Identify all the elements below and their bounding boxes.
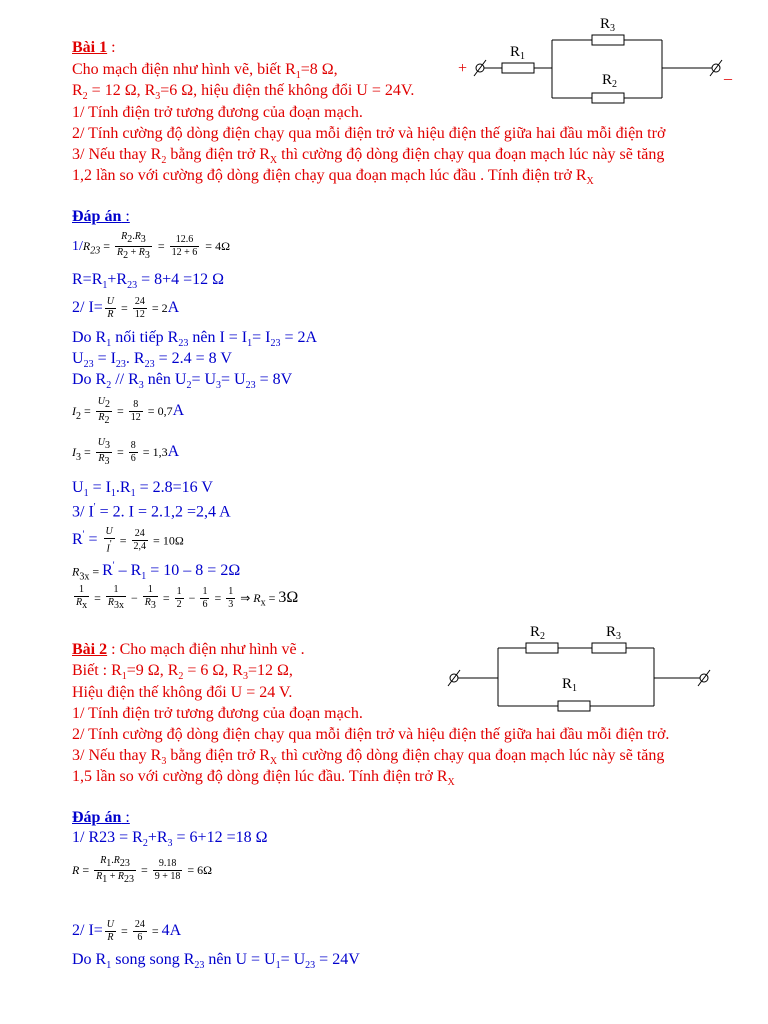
b1-u23: $U_{23} = I_{23}$. $R_{23} = 2.4 = 8$ V <box>72 350 232 371</box>
b1-q4: 1,2 lần so với cường độ dòng điện chạy qua đoạn mạch lúc đầu . Tính điện trở $R_X$ <box>72 167 594 188</box>
b2-title-line: Bài 2 : Cho mạch điện như hình vẽ . <box>72 641 305 658</box>
b1-do-r1: Do $R_1$ nối tiếp $R_{23}$ nên $I = I_1= I_{23} = 2A$ <box>72 329 318 350</box>
b1-eq-rx: $\frac{1}{R_x}$ = $\frac{1}{R_{3x}}$ − $\frac{1}{R_3}$ = $\frac{1}{2}$ − $\frac{1}{6}$ = $\frac{1}{3}$ ⇒ $R_x = 3\Omega$ <box>76 584 299 612</box>
circuit-diagram-2 <box>440 618 740 718</box>
label-r3: $R_3$ <box>600 16 616 34</box>
minus-sign: _ <box>724 65 732 82</box>
b1-line2: $R_2 = 12$ Ω, $R_3=6$ Ω, hiệu điện thế không đổi U = 24V. <box>72 82 415 103</box>
label2-r3: $R_3$ <box>606 624 622 642</box>
b1-q2: 2/ Tính cường độ dòng điện chạy qua mỗi điện trở và hiệu điện thế giữa hai đầu mỗi điện trở <box>72 125 666 142</box>
circuit-diagram-1 <box>452 10 742 110</box>
b1-r-total: $R=R_1+R_{23} = 8+4 =12$ Ω <box>72 271 225 292</box>
b1-eq-i: 2/ I= $\frac{U}{R}$ = $\frac{24}{12}$ = 2A <box>72 295 180 320</box>
plus-sign: + <box>458 60 468 77</box>
b1-eq-r23: $1/R_{23}$ = $\frac{R_2.R_3}{R_2 + R_3}$ = $\frac{12.6}{12 + 6}$ = 4Ω <box>72 230 230 261</box>
b2-q2: 2/ Tính cường độ dòng điện chạy qua mỗi điện trở và hiệu điện thế giữa hai đầu mỗi điện trở. <box>72 726 670 743</box>
b2-eq-r: R = $\frac{R_1.R_{23}}{R_1 + R_{23}}$ = $\frac{9.18}{9 + 18}$ = 6Ω <box>72 854 213 885</box>
b2-q3: 3/ Nếu thay $R_3$ bằng điện trở $R_X$ thì cường độ dòng điện chạy qua đoạn mạch lúc này sẽ tăng <box>72 747 665 768</box>
label2-r1: $R_1$ <box>562 676 578 694</box>
b2-eq-i: 2/ I= $\frac{U}{R}$ = $\frac{24}{6}$ = 4A <box>72 918 182 943</box>
b2-r23: 1/ $R23 = R_2+R_3 = 6+12 =18$ Ω <box>72 829 268 850</box>
b2-line2: Hiệu điện thế không đổi U = 24 V. <box>72 684 293 701</box>
label2-r2: $R_2$ <box>530 624 546 642</box>
label-r1: $R_1$ <box>510 44 526 62</box>
b1-eq-i3: $I_3$ = $\frac{U_3}{R_3}$ = $\frac{8}{6}$ = 1,3A <box>72 436 180 467</box>
b1-q1: 1/ Tính điện trở tương đương của đoạn mạch. <box>72 104 363 121</box>
b1-q3-answer: 3/ I' = 2. I = 2.1,2 =2,4 A <box>72 502 231 521</box>
b1-answer-heading: Đáp án : <box>72 208 130 225</box>
b1-q3: 3/ Nếu thay $R_2$ bằng điện trở $R_X$ thì cường độ dòng điện chạy qua đoạn mạch lúc này sẽ tăng <box>72 146 665 167</box>
b2-title: Bài 2 <box>72 641 108 658</box>
b1-eq-i2: $I_2$ = $\frac{U_2}{R_2}$ = $\frac{8}{12}$ = 0,7A <box>72 395 185 426</box>
label-r2: $R_2$ <box>602 72 618 90</box>
b2-answer-heading: Đáp án : <box>72 809 130 826</box>
b1-eq-r3x: $R_{3x} = R' - R_1 = 10 - 8 = 2\Omega$ <box>72 561 241 583</box>
b1-u1: $U_1 = I_1.R_1 = 2.8=16$ V <box>72 479 213 500</box>
b1-title: Bài 1 <box>72 39 108 56</box>
b2-line1: Biết : $R_1=9$ Ω, $R_2 = 6$ Ω, $R_3=12$ Ω, <box>72 662 293 683</box>
b1-eq-rprime: R' = $\frac{U}{I'}$ = $\frac{24}{2,4}$ = 10Ω <box>72 525 184 555</box>
b1-do-r2: Do $R_2 // R_3$ nên $U_2= U_3= U_{23} = 8V$ <box>72 371 293 392</box>
b2-do-r1: Do $R_1$ song song $R_{23}$ nên $U = U_1= U_{23} = 24V$ <box>72 951 360 972</box>
b2-q4: 1,5 lần so với cường độ dòng điện lúc đầu. Tính điện trở $R_X$ <box>72 768 455 789</box>
b2-q1: 1/ Tính điện trở tương đương của đoạn mạch. <box>72 705 363 722</box>
b1-title-line: Bài 1 : <box>72 39 116 56</box>
b1-line1: Cho mạch điện như hình vẽ, biết $R_1=8$ Ω, <box>72 61 338 82</box>
